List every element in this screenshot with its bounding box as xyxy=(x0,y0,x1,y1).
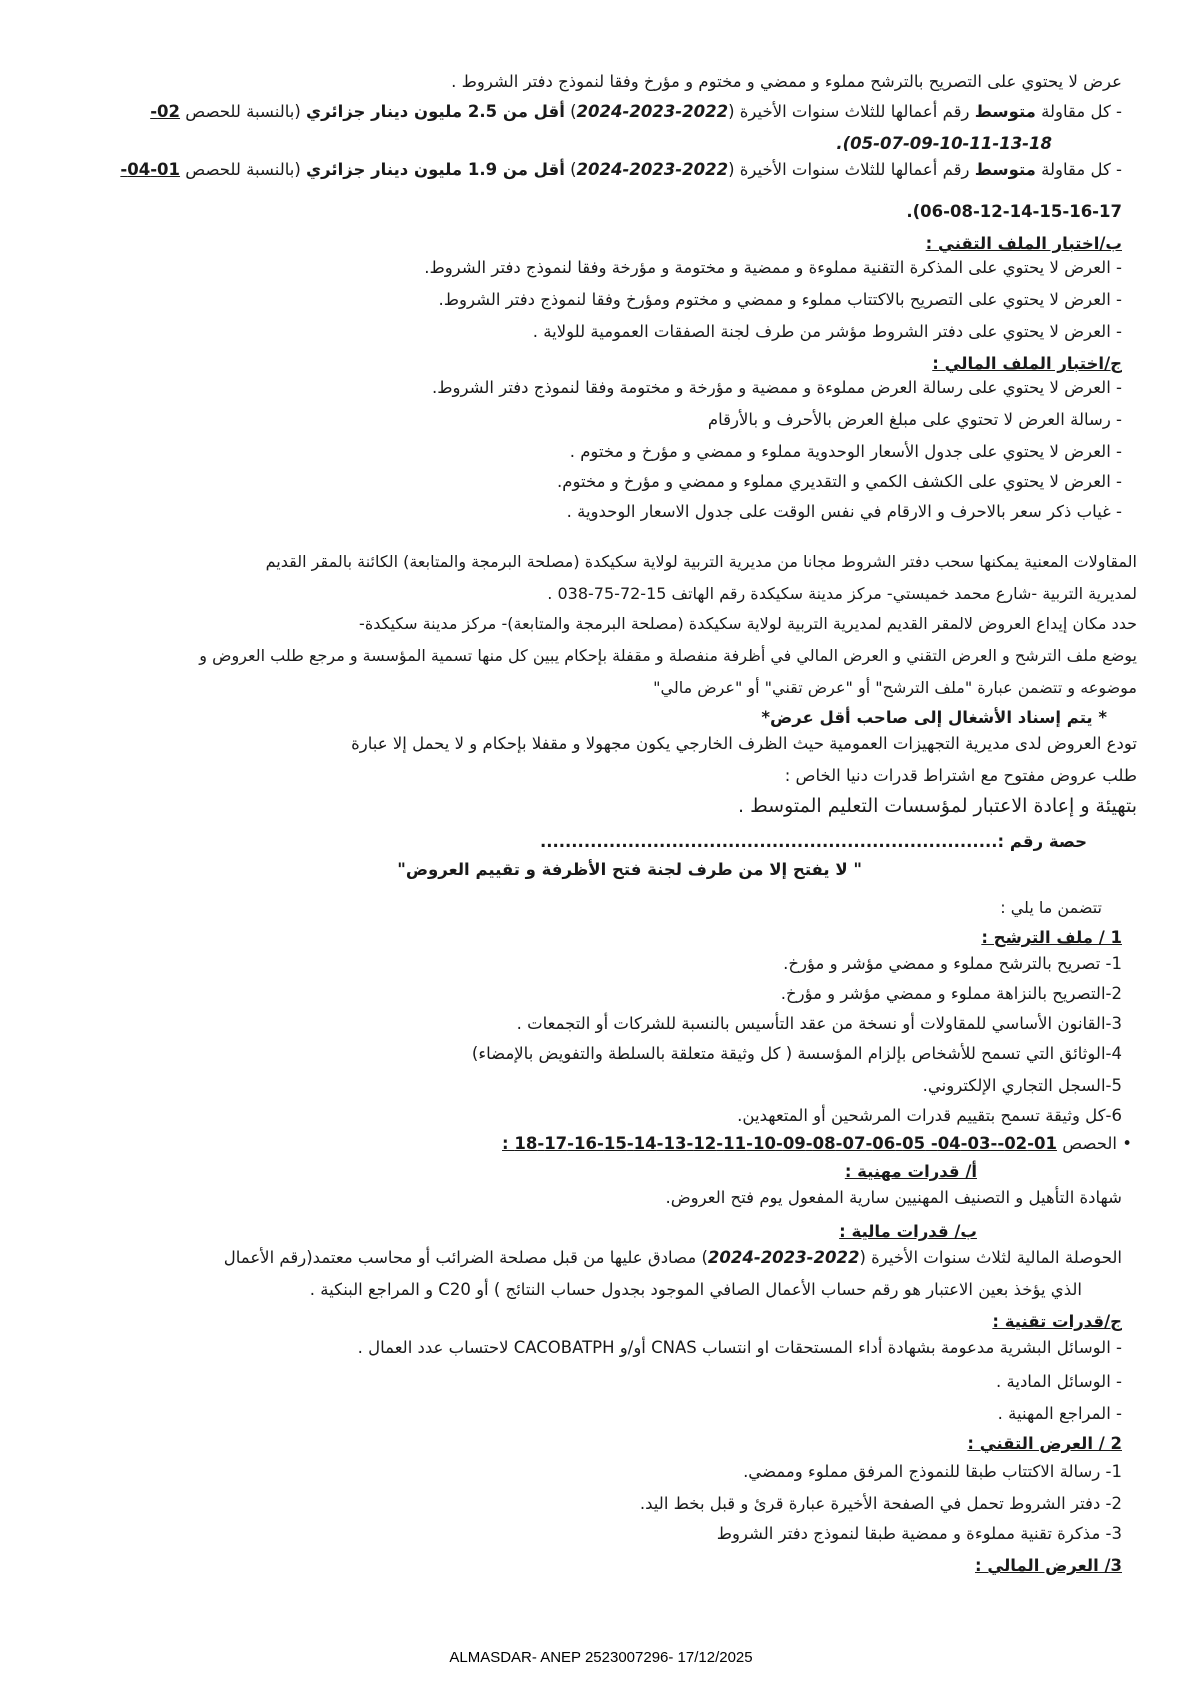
section-heading: أ/ قدرات مهنية : xyxy=(844,1162,977,1181)
section-heading: ب/اختبار الملف التقني : xyxy=(925,234,1122,253)
lot-numbers: 01-04- xyxy=(120,160,181,179)
text-line: - غياب ذكر سعر بالاحرف و الارقام في نفس الوقت على جدول الاسعار الوحدوية . xyxy=(566,502,1122,521)
text-segment: ) xyxy=(564,102,577,121)
list-item: 1- تصريح بالترشح مملوء و ممضي مؤشر و مؤرخ. xyxy=(783,954,1122,973)
list-item: 5-السجل التجاري الإلكتروني. xyxy=(922,1076,1122,1095)
text-segment: ) مصادق عليها من قبل مصلحة الضرائب أو محاسب معتمد(رقم الأعمال xyxy=(223,1248,708,1267)
list-item: 2-التصريح بالنزاهة مملوء و ممضي مؤشر و مؤرخ. xyxy=(780,984,1122,1003)
text-line-turnover-2-5 xyxy=(150,100,1122,124)
text-line: عرض لا يحتوي على التصريح بالترشح مملوء و ممضي و مختوم و مؤرخ وفقا لنموذج دفتر الشروط . xyxy=(451,72,1122,91)
section-heading: 1 / ملف الترشح : xyxy=(981,928,1122,947)
text-line: لمديرية التربية -شارع محمد خميستي- مركز مدينة سكيكدة رقم الهاتف 15-72-75-038 . xyxy=(547,584,1137,603)
section-heading: ج/قدرات تقنية : xyxy=(992,1312,1122,1331)
lot-number-field: حصة رقم :......................................................................... xyxy=(539,832,1087,851)
text-line: تتضمن ما يلي : xyxy=(1000,898,1102,917)
text-segment: ) xyxy=(564,160,577,179)
list-item: 3-القانون الأساسي للمقاولات أو نسخة من عقد التأسيس بالنسبة للشركات أو التجمعات . xyxy=(516,1014,1122,1033)
text-segment: الحصص xyxy=(1056,1134,1118,1153)
text-line: - رسالة العرض لا تحتوي على مبلغ العرض بالأحرف و بالأرقام xyxy=(707,410,1122,429)
text-line: المقاولات المعنية يمكنها سحب دفتر الشروط مجانا من مديرية التربية لولاية سكيكدة (مصلحة البرمجة والمتابعة) الكائنة بالمقر القديم xyxy=(265,552,1137,571)
text-line-turnover-1-9 xyxy=(120,158,1122,182)
text-line: - الوسائل المادية . xyxy=(996,1372,1122,1391)
list-item: 2- دفتر الشروط تحمل في الصفحة الأخيرة عبارة قرئ و قبل بخط اليد. xyxy=(639,1494,1122,1513)
amount-text: أقل من 1.9 مليون دينار جزائري xyxy=(306,160,565,179)
lots-line xyxy=(502,1132,1132,1156)
years-text: 2022-2023-2024 xyxy=(576,160,729,179)
lot-numbers: 05-07-09-10-11-13-18). xyxy=(836,134,1052,153)
text-segment: (بالنسبة للحصص xyxy=(180,102,307,121)
text-line: - المراجع المهنية . xyxy=(997,1404,1122,1423)
footer-reference: ALMASDAR- ANEP 2523007296- 17/12/2025 xyxy=(449,1649,753,1666)
award-notice: * يتم إسناد الأشغال إلى صاحب أقل عرض* xyxy=(761,708,1107,727)
list-item: 6-كل وثيقة تسمح بتقييم قدرات المرشحين أو المتعهدين. xyxy=(737,1106,1122,1125)
list-item: 3- مذكرة تقنية مملوءة و ممضية طبقا لنموذج دفتر الشروط xyxy=(716,1524,1122,1543)
text-segment: - كل مقاولة xyxy=(1035,102,1122,121)
envelope-notice: " لا يفتح إلا من طرف لجنة فتح الأظرفة و تقييم العروض" xyxy=(397,860,862,879)
text-line: - العرض لا يحتوي على الكشف الكمي و التقديري مملوء و ممضي و مؤرخ و مختوم. xyxy=(557,472,1122,491)
text-line: موضوعه و تتضمن عبارة "ملف الترشح" أو "عرض تقني" أو "عرض مالي" xyxy=(653,678,1137,697)
list-item: 4-الوثائق التي تسمح للأشخاص بإلزام المؤسسة ( كل وثيقة متعلقة بالسلطة والتفويض بالإمضاء) xyxy=(471,1044,1122,1063)
text-line: شهادة التأهيل و التصنيف المهنيين سارية المفعول يوم فتح العروض. xyxy=(665,1188,1122,1207)
text-segment: (بالنسبة للحصص xyxy=(180,160,307,179)
section-heading: ب/ قدرات مالية : xyxy=(839,1222,977,1241)
text-line: - العرض لا يحتوي على دفتر الشروط مؤشر من طرف لجنة الصفقات العمومية للولاية . xyxy=(532,322,1122,341)
lot-numbers: 02- xyxy=(150,102,181,121)
text-segment: متوسط xyxy=(974,102,1036,121)
section-heading: ج/اختبار الملف المالي : xyxy=(932,354,1122,373)
section-heading: 3/ العرض المالي : xyxy=(975,1556,1122,1575)
list-item: 1- رسالة الاكتتاب طبقا للنموذج المرفق مملوء وممضي. xyxy=(743,1462,1122,1481)
years-text: 2022-2023-2024 xyxy=(576,102,729,121)
text-line: - العرض لا يحتوي على التصريح بالاكتتاب مملوء و ممضي و مختوم ومؤرخ وفقا لنموذج دفتر الشروط. xyxy=(438,290,1122,309)
lot-numbers: 06-08-12-14-15-16-17). xyxy=(906,202,1122,221)
text-segment: متوسط xyxy=(974,160,1036,179)
amount-text: أقل من 2.5 مليون دينار جزائري xyxy=(306,102,565,121)
text-line: طلب عروض مفتوح مع اشتراط قدرات دنيا الخاص : xyxy=(784,766,1137,785)
text-segment: - كل مقاولة xyxy=(1035,160,1122,179)
text-line: - العرض لا يحتوي على جدول الأسعار الوحدوية مملوء و ممضي و مؤرخ و مختوم . xyxy=(569,442,1122,461)
text-segment: الحوصلة المالية لثلاث سنوات الأخيرة ( xyxy=(859,1248,1122,1267)
text-line: تودع العروض لدى مديرية التجهيزات العمومية حيث الظرف الخارجي يكون مجهولا و مقفلا بإحكام و لا يحمل إلا عبارة xyxy=(351,734,1137,753)
project-title: بتهيئة و إعادة الاعتبار لمؤسسات التعليم المتوسط . xyxy=(738,795,1137,817)
section-heading: 2 / العرض التقني : xyxy=(967,1434,1122,1453)
lot-numbers: 01-02--03-04- 05-06-07-08-09-10-11-12-13-14-15-16-17-18 : xyxy=(502,1134,1057,1153)
text-line xyxy=(224,1246,1122,1270)
text-line: - العرض لا يحتوي على رسالة العرض مملوءة و ممضية و مؤرخة و مختومة وفقا لنموذج دفتر الشروط. xyxy=(432,378,1122,397)
text-line: حدد مكان إيداع العروض لالمقر القديم لمديرية التربية لولاية سكيكدة (مصلحة البرمجة والمتابعة)- مركز مدينة سكيكدة- xyxy=(359,614,1137,633)
text-line: - الوسائل البشرية مدعومة بشهادة أداء المستحقات او انتساب CNAS أو/و CACOBATPH لاحتساب عدد العمال . xyxy=(357,1338,1122,1357)
text-line: يوضع ملف الترشح و العرض التقني و العرض المالي في أظرفة منفصلة و مقفلة بإحكام يبين كل منها تسمية المؤسسة و مرجع طلب العروض و xyxy=(199,646,1137,665)
text-line: - العرض لا يحتوي على المذكرة التقنية مملوءة و ممضية و مختومة و مؤرخة وفقا لنموذج دفتر الشروط. xyxy=(424,258,1122,277)
text-line: الذي يؤخذ بعين الاعتبار هو رقم حساب الأعمال الصافي الموجود بجدول حساب النتائج ) أو C20 و المراجع البنكية . xyxy=(309,1280,1082,1299)
text-segment: رقم أعمالها للثلاث سنوات الأخيرة ( xyxy=(728,102,975,121)
text-segment: رقم أعمالها للثلاث سنوات الأخيرة ( xyxy=(728,160,975,179)
years-text: 2022-2023-2024 xyxy=(707,1248,860,1267)
